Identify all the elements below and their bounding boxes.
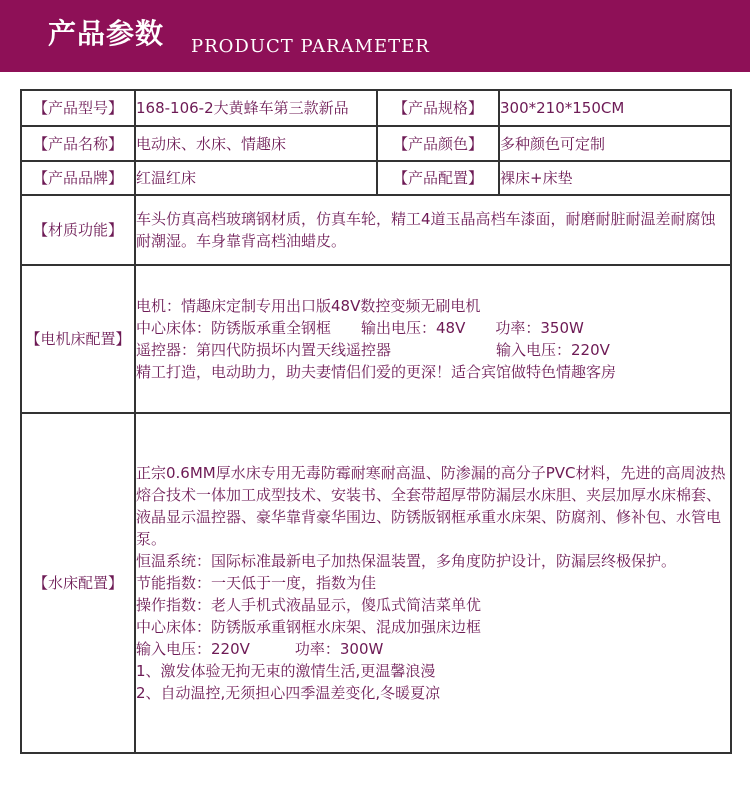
motor-label: 【电机床配置】 xyxy=(21,265,135,413)
motor-line: 精工打造，电动助力，助夫妻情侣们爱的更深！适合宾馆做特色情趣客房 xyxy=(136,363,617,381)
table-row xyxy=(21,195,731,265)
motor-line: 中心床体：防锈版承重全钢框 输出电压：48V 功率：350W xyxy=(136,319,584,337)
config-label: 【产品配置】 xyxy=(377,161,499,195)
water-line: 输入电压：220V 功率：300W xyxy=(136,640,384,658)
motor-line: 遥控器：第四代防损坏内置天线遥控器 输入电压：220V xyxy=(136,341,610,359)
parameter-table xyxy=(20,89,732,754)
water-label: 【水床配置】 xyxy=(21,413,135,753)
table-row xyxy=(21,126,731,161)
material-label: 【材质功能】 xyxy=(21,195,135,265)
spec-value: 300*210*150CM xyxy=(499,90,731,126)
name-value: 电动床、水床、情趣床 xyxy=(135,126,377,161)
water-line: 正宗0.6MM厚水床专用无毒防霉耐寒耐高温、防渗漏的高分子PVC材料，先进的高周波热熔合技术一体加工成型技术、安装书、全套带超厚带防漏层水床胆、夹层加厚水床棉套、液晶显示温控器、豪华靠背豪华围边、防锈版钢框承重水床架、防腐剂、修补包、水管电泵。 xyxy=(136,464,726,548)
banner-title: 产品参数 xyxy=(48,17,165,50)
motor-line: 电机：情趣床定制专用出口版48V数控变频无刷电机 xyxy=(136,297,481,315)
table-row xyxy=(21,413,731,753)
material-value: 车头仿真高档玻璃钢材质，仿真车轮，精工4道玉晶高档车漆面，耐磨耐脏耐温差耐腐蚀耐潮湿。车身靠背高档油蜡皮。 xyxy=(135,195,731,265)
model-label: 【产品型号】 xyxy=(21,90,135,126)
table-row xyxy=(21,90,731,126)
motor-config xyxy=(135,265,731,413)
brand-value: 红温红床 xyxy=(135,161,377,195)
banner-subtitle: PRODUCT PARAMETER xyxy=(191,36,430,57)
model-value: 168-106-2大黄蜂车第三款新品 xyxy=(135,90,377,126)
water-line: 1、激发体验无拘无束的激情生活,更温馨浪漫 xyxy=(136,662,436,680)
name-label: 【产品名称】 xyxy=(21,126,135,161)
table-row xyxy=(21,265,731,413)
table-row xyxy=(21,161,731,195)
water-config xyxy=(135,413,731,753)
water-line: 中心床体：防锈版承重钢框水床架、混成加强床边框 xyxy=(136,618,482,636)
spec-label: 【产品规格】 xyxy=(377,90,499,126)
color-value: 多种颜色可定制 xyxy=(499,126,731,161)
water-line: 操作指数：老人手机式液晶显示，傻瓜式简洁菜单优 xyxy=(136,596,482,614)
color-label: 【产品颜色】 xyxy=(377,126,499,161)
brand-label: 【产品品牌】 xyxy=(21,161,135,195)
water-line: 节能指数：一天低于一度，指数为佳 xyxy=(136,574,377,592)
water-line: 2、自动温控,无须担心四季温差变化,冬暖夏凉 xyxy=(136,684,441,702)
water-line: 恒温系统：国际标准最新电子加热保温装置，多角度防护设计，防漏层终极保护。 xyxy=(136,552,677,570)
header-banner xyxy=(0,0,750,72)
config-value: 裸床+床垫 xyxy=(499,161,731,195)
